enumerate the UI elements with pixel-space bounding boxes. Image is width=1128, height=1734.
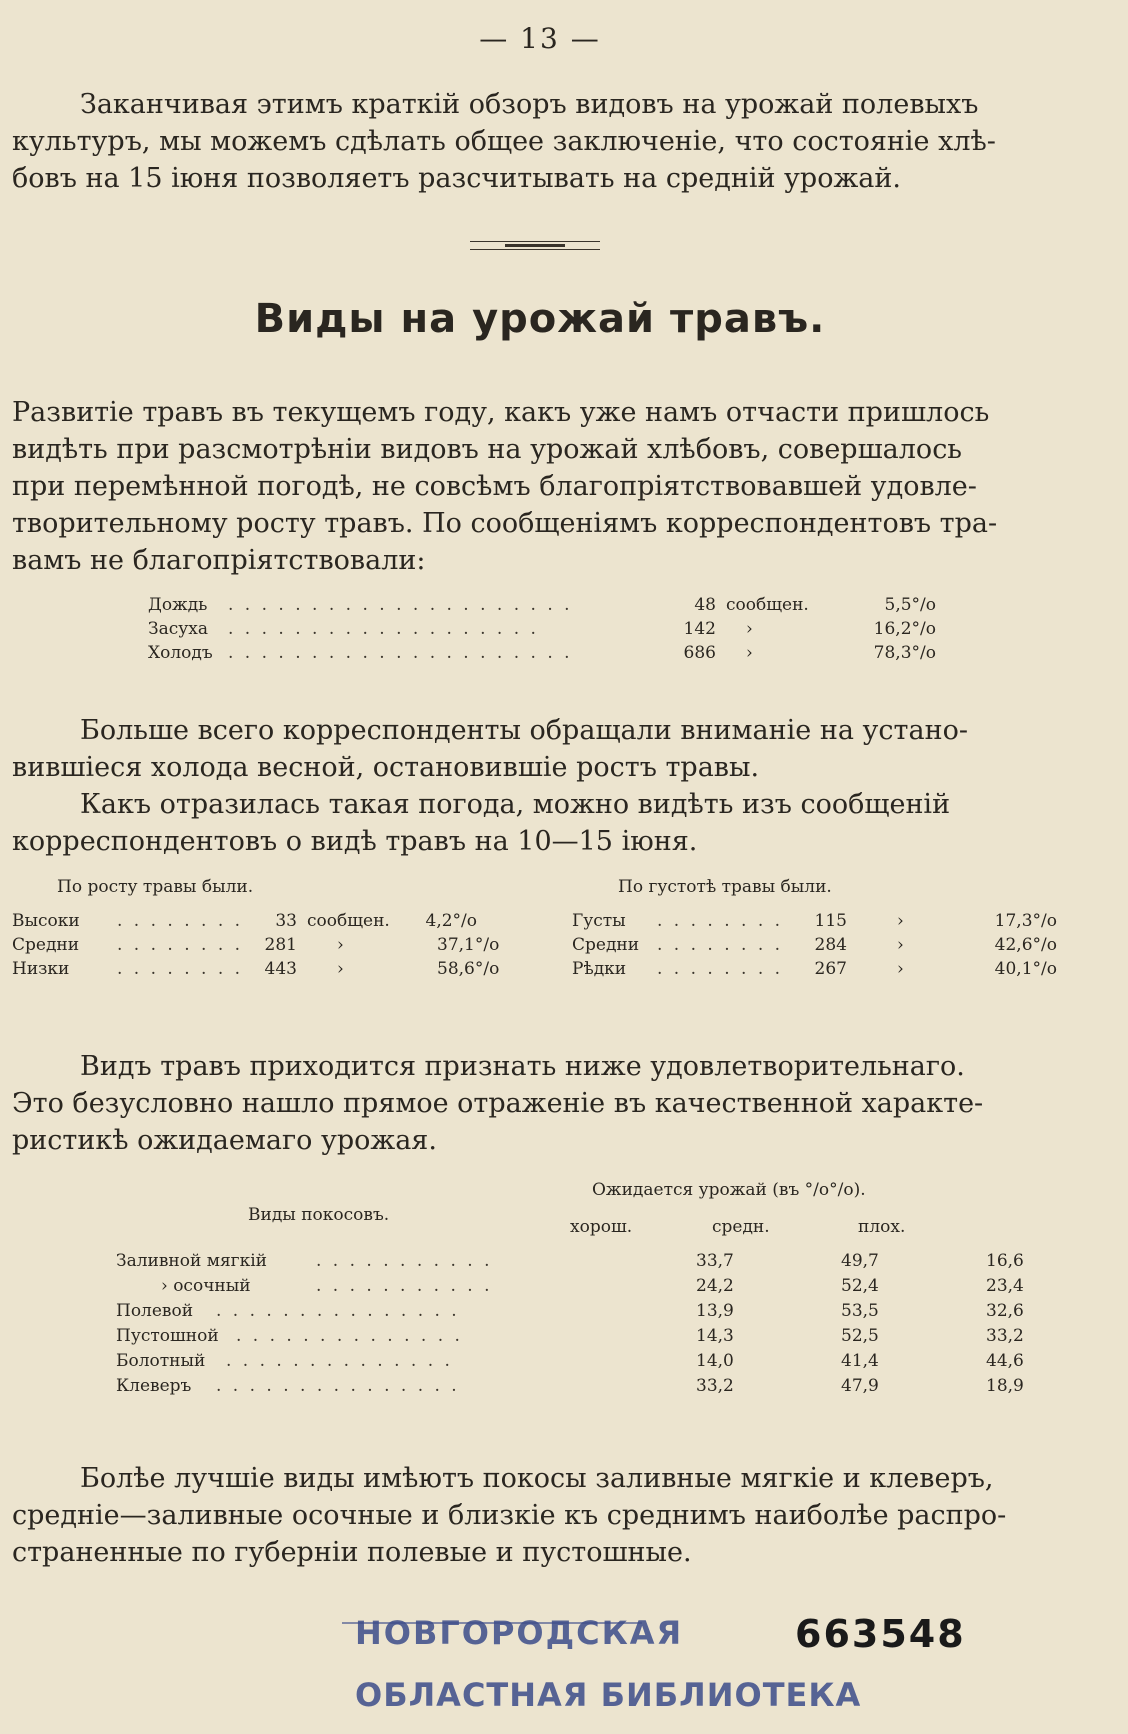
text-line: Какъ отразилась такая погода, можно видѣть изъ сообщеній [80,789,951,820]
value-good: 13,9 [696,1301,734,1321]
table-row: Засуха . . . . . . . . . . . . . . . . . . . 142 › 16,2°/o [148,619,936,639]
row-count: 48 [694,595,716,615]
text-line: Болѣе лучшіе виды имѣютъ покосы заливные мягкіе и клеверъ, [80,1463,994,1494]
row-unit: › [897,911,904,931]
section-heading: Виды на урожай травъ. [254,296,826,342]
table-row: Средни . . . . . . . . 284 › 42,6°/o [572,935,1057,955]
row-count: 115 [814,911,847,931]
text-line: вившіеся холода весной, остановившіе ростъ травы. [12,752,760,783]
row-label: Средни [572,935,640,955]
value-medium: 53,5 [841,1301,879,1321]
kinds-header: Виды покосовъ. [248,1205,390,1225]
table-row: Дождь . . . . . . . . . . . . . . . . . . . . . 48 сообщен. 5,5°/o [148,595,936,615]
row-percent: 5,5°/o [884,595,936,615]
table-row: › осочный . . . . . . . . . . . 24,2 52,4 23,4 [116,1276,1046,1296]
text-line: Видъ травъ приходится признать ниже удовлетворительнаго. [80,1051,965,1082]
value-poor: 33,2 [986,1326,1024,1346]
table-row: Высоки . . . . . . . . 33 сообщен. 4,2°/o [12,911,477,931]
row-unit: › [746,619,753,639]
row-label: Высоки [12,911,80,931]
table-row: Болотный . . . . . . . . . . . . . . 14,0 41,4 44,6 [116,1351,1046,1371]
paragraph-cold [12,712,1062,860]
paragraph-conclusion [12,1460,1062,1571]
text-line: корреспондентовъ о видѣ травъ на 10—15 іюня. [12,826,698,857]
row-count: 284 [814,935,847,955]
row-unit: сообщен. [307,911,390,931]
expected-header: Ожидается урожай (въ °/o°/o). [592,1180,866,1200]
text-line: вамъ не благопріятствовали: [12,545,426,576]
row-count: 142 [683,619,716,639]
text-line: страненные по губерніи полевые и пустошные. [12,1537,692,1568]
text-line: Развитіе травъ въ текущемъ году, какъ уже намъ отчасти пришлось [12,397,990,428]
value-good: 14,0 [696,1351,734,1371]
row-count: 686 [683,643,716,663]
row-percent: 42,6°/o [994,935,1057,955]
table-row: Полевой . . . . . . . . . . . . . . . 13,9 53,5 32,6 [116,1301,1046,1321]
paragraph-grass-development [12,394,1062,579]
table-row: Клеверъ . . . . . . . . . . . . . . . 33,2 47,9 18,9 [116,1376,1046,1396]
intro-paragraph [12,86,1062,197]
value-good: 24,2 [696,1276,734,1296]
text-line: ристикѣ ожидаемаго урожая. [12,1125,437,1156]
table-row: Холодъ . . . . . . . . . . . . . . . . . . . . . 686 › 78,3°/o [148,643,936,663]
row-label: Холодъ [148,643,213,663]
row-count: 443 [264,959,297,979]
row-label: Низки [12,959,70,979]
table-row: Рѣдки . . . . . . . . 267 › 40,1°/o [572,959,1057,979]
row-label: Дождь [148,595,208,615]
value-poor: 44,6 [986,1351,1024,1371]
row-unit: › [337,935,344,955]
value-good: 33,2 [696,1376,734,1396]
text-line: бовъ на 15 іюня позволяетъ разсчитывать на средній урожай. [12,163,901,194]
value-medium: 52,4 [841,1276,879,1296]
inventory-number: 663548 [795,1612,966,1656]
row-unit: › [337,959,344,979]
table-row: Пустошной . . . . . . . . . . . . . . 14,3 52,5 33,2 [116,1326,1046,1346]
text-line: при перемѣнной погодѣ, не совсѣмъ благопріятствовавшей удовле- [12,471,977,502]
value-poor: 16,6 [986,1251,1024,1271]
value-poor: 32,6 [986,1301,1024,1321]
value-medium: 47,9 [841,1376,879,1396]
row-percent: 40,1°/o [994,959,1057,979]
row-label: Заливной мягкій [116,1251,267,1271]
text-line: Это безусловно нашло прямое отраженіе въ качественной характе- [12,1088,984,1119]
value-medium: 41,4 [841,1351,879,1371]
value-poor: 18,9 [986,1376,1024,1396]
text-line: творительному росту травъ. По сообщеніямъ корреспондентовъ тра- [12,508,998,539]
row-label: Полевой [116,1301,194,1321]
row-label: Клеверъ [116,1376,192,1396]
row-label: › осочный [161,1276,251,1296]
row-count: 281 [264,935,297,955]
value-good: 33,7 [696,1251,734,1271]
density-table-title: По густотѣ травы были. [618,877,832,897]
value-good: 14,3 [696,1326,734,1346]
col-header-medium: средн. [712,1217,770,1237]
text-line: Больше всего корреспонденты обращали вниманіе на устано- [80,715,968,746]
row-percent: 58,6°/o [437,959,500,979]
text-line: Заканчивая этимъ краткій обзоръ видовъ на урожай полевыхъ [80,89,979,120]
growth-table-title: По росту травы были. [57,877,254,897]
section-divider [470,238,600,250]
col-header-poor: плох. [858,1217,906,1237]
stamp-line-1: НОВГОРОДСКАЯ [355,1614,684,1652]
row-label: Засуха [148,619,208,639]
table-row: Густы . . . . . . . . 115 › 17,3°/o [572,911,1057,931]
row-percent: 16,2°/o [873,619,936,639]
row-count: 33 [275,911,297,931]
row-percent: 78,3°/o [873,643,936,663]
row-unit: › [746,643,753,663]
row-label: Пустошной [116,1326,219,1346]
value-medium: 52,5 [841,1326,879,1346]
row-label: Рѣдки [572,959,627,979]
value-poor: 23,4 [986,1276,1024,1296]
row-unit: › [897,959,904,979]
row-label: Болотный [116,1351,206,1371]
table-row: Заливной мягкій . . . . . . . . . . . 33,7 49,7 16,6 [116,1251,1046,1271]
paragraph-grass-view [12,1048,1062,1159]
col-header-good: хорош. [570,1217,633,1237]
row-label: Средни [12,935,80,955]
row-percent: 4,2°/o [425,911,477,931]
table-row: Низки . . . . . . . . 443 › 58,6°/o [12,959,500,979]
row-unit: сообщен. [726,595,809,615]
stamp-line-2: ОБЛАСТНАЯ БИБЛИОТЕКА [355,1676,862,1714]
row-count: 267 [814,959,847,979]
row-percent: 17,3°/o [994,911,1057,931]
row-percent: 37,1°/o [437,935,500,955]
row-label: Густы [572,911,626,931]
page-number: — 13 — [479,22,601,55]
row-unit: › [897,935,904,955]
text-line: видѣть при разсмотрѣніи видовъ на урожай хлѣбовъ, совершалось [12,434,963,465]
value-medium: 49,7 [841,1251,879,1271]
text-line: культуръ, мы можемъ сдѣлать общее заключеніе, что состояніе хлѣ- [12,126,996,157]
table-row: Средни . . . . . . . . 281 › 37,1°/o [12,935,500,955]
text-line: средніе—заливные осочные и близкіе къ среднимъ наиболѣе распро- [12,1500,1007,1531]
